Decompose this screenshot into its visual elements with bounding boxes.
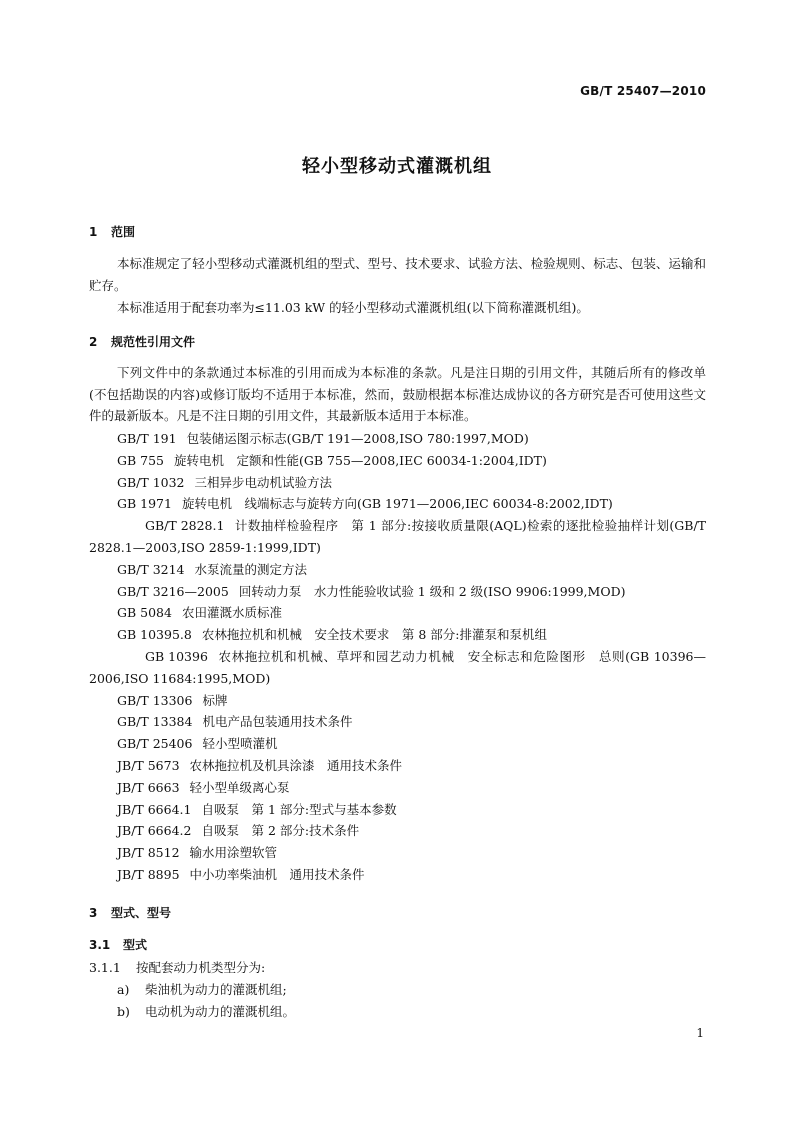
- section-number: 2: [89, 335, 98, 349]
- reference-item: GB 755 旋转电机 定额和性能(GB 755—2008,IEC 60034-1:2004,IDT): [117, 452, 547, 468]
- list-marker: b): [117, 1004, 130, 1019]
- standard-code: GB/T 25407—2010: [580, 84, 706, 98]
- reference-item: JB/T 6664.2 自吸泵 第 2 部分:技术条件: [117, 823, 360, 839]
- reference-item: GB 1971 旋转电机 线端标志与旋转方向(GB 1971—2006,IEC 60034-8:2002,IDT): [117, 496, 613, 512]
- reference-item: GB/T 2828.1 计数抽样检验程序 第 1 部分:按接收质量限(AQL)检索的逐批检验抽样计划(GB/T 2828.1—2003,ISO 2859-1:1999,IDT): [89, 518, 706, 555]
- section-title: 规范性引用文件: [111, 335, 196, 349]
- section-3-heading: [89, 904, 171, 921]
- list-item: [117, 980, 287, 998]
- list-text: 柴油机为动力的灌溉机组;: [145, 982, 287, 997]
- reference-item: GB/T 13306 标牌: [117, 692, 228, 708]
- reference-item: GB/T 13384 机电产品包装通用技术条件: [117, 714, 353, 730]
- reference-item: JB/T 8895 中小功率柴油机 通用技术条件: [117, 866, 365, 882]
- reference-item: GB/T 1032 三相异步电动机试验方法: [117, 474, 333, 490]
- list-item: [117, 1002, 295, 1020]
- reference-item: GB 10395.8 农林拖拉机和机械 安全技术要求 第 8 部分:排灌泵和泵机组: [117, 627, 547, 643]
- reference-item: GB 5084 农田灌溉水质标准: [117, 605, 282, 621]
- reference-item: GB 10396 农林拖拉机和机械、草坪和园艺动力机械 安全标志和危险图形 总则(GB 10396—2006,ISO 11684:1995,MOD): [89, 648, 706, 686]
- section-title: 范围: [111, 225, 136, 239]
- scope-paragraph-1: 本标准规定了轻小型移动式灌溉机组的型式、型号、技术要求、试验方法、检验规则、标志、包装、运输和贮存。: [89, 256, 706, 293]
- section-title: 型式、型号: [111, 906, 172, 920]
- clause-text: 按配套动力机类型分为:: [136, 960, 266, 975]
- subsection-number: 3.1: [89, 938, 111, 952]
- section-number: 1: [89, 225, 98, 239]
- section-1-heading: [89, 223, 135, 240]
- references-intro: 下列文件中的条款通过本标准的引用而成为本标准的条款。凡是注日期的引用文件，其随后所有的修改单(不包括勘误的内容)或修订版均不适用于本标准，然而，鼓励根据本标准达成协议的各方研究是否可使用这些文件的最新版本。凡是不注日期的引用文件，其最新版本适用于本标准。: [89, 365, 706, 423]
- page-number: 1: [696, 1026, 704, 1040]
- reference-item: GB/T 25406 轻小型喷灌机: [117, 736, 278, 752]
- subsection-title: 型式: [123, 938, 148, 952]
- reference-item: GB/T 3214 水泵流量的测定方法: [117, 561, 308, 577]
- scope-paragraph-2: 本标准适用于配套功率为≤11.03 kW 的轻小型移动式灌溉机组(以下简称灌溉机组)。: [117, 300, 589, 315]
- reference-item: JB/T 6664.1 自吸泵 第 1 部分:型式与基本参数: [117, 801, 397, 817]
- list-text: 电动机为动力的灌溉机组。: [145, 1004, 296, 1019]
- clause-number: 3.1.1: [89, 960, 121, 975]
- clause-3-1-1: [89, 958, 265, 976]
- reference-item: JB/T 5673 农林拖拉机及机具涂漆 通用技术条件: [117, 757, 403, 773]
- reference-item: JB/T 6663 轻小型单级离心泵: [117, 779, 290, 795]
- document-title: 轻小型移动式灌溉机组: [302, 156, 492, 177]
- section-2-heading: [89, 333, 195, 350]
- list-marker: a): [117, 982, 130, 997]
- section-number: 3: [89, 906, 98, 920]
- reference-item: JB/T 8512 输水用涂塑软管: [117, 845, 278, 861]
- reference-item: GB/T 3216—2005 回转动力泵 水力性能验收试验 1 级和 2 级(ISO 9906:1999,MOD): [117, 583, 626, 599]
- reference-list: [89, 428, 706, 886]
- subsection-3-1-heading: [89, 936, 147, 953]
- reference-item: GB/T 191 包装储运图示标志(GB/T 191—2008,ISO 780:1997,MOD): [117, 431, 529, 446]
